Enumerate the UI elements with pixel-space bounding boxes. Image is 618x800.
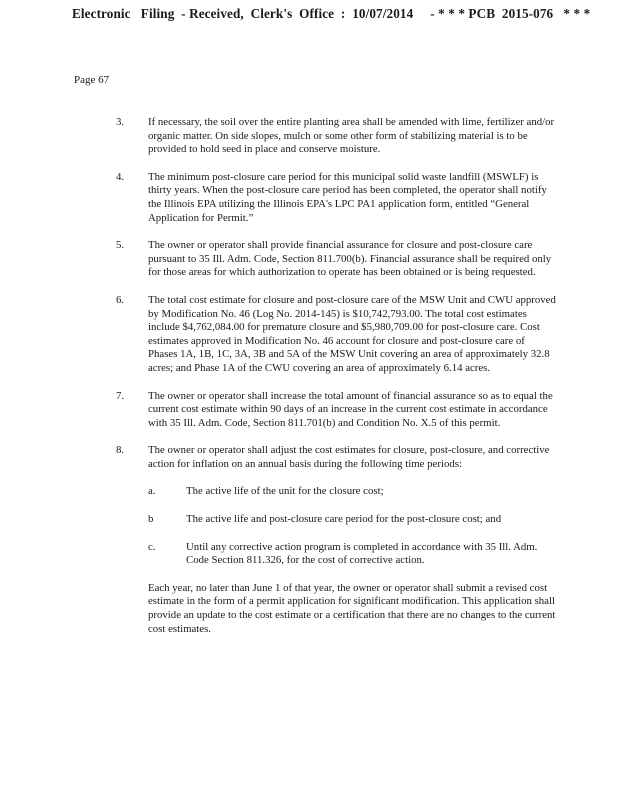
condition-item-8 xyxy=(116,444,556,471)
sub-item-c xyxy=(116,541,556,568)
sub-item-letter: c. xyxy=(148,540,156,553)
item-text: The owner or operator shall provide financial assurance for closure and post-closure care pursuant to 35 Ill. Adm. Code, Section 811.700(b). Financial assurance shall be required only for those areas for which authorization to operate has been obtained or is being requested. xyxy=(148,239,552,279)
sub-item-text: The active life and post-closure care period for the post-closure cost; and xyxy=(186,513,502,526)
condition-item-5 xyxy=(116,239,556,280)
filing-stamp-header: Electronic Filing - Received, Clerk's Office : 10/07/2014 - * * * PCB 2015-076 * * * xyxy=(72,6,591,21)
item-text: If necessary, the soil over the entire planting area shall be amended with lime, fertilizer and/or organic matter. On side slopes, mulch or some other form of stabilizing material is to be provided to hold seed in place and conserve moisture. xyxy=(148,116,555,156)
item-number: 4. xyxy=(116,170,125,183)
item-text: The owner or operator shall increase the total amount of financial assurance so as to equal the current cost estimate within 90 days of an increase in the current cost estimate in accordance with 35 Ill. Adm. Code, Section 811.701(b) and Condition No. X.5 of this permit. xyxy=(148,389,553,429)
sub-item-text: The active life of the unit for the closure cost; xyxy=(186,485,384,498)
item-text: The owner or operator shall adjust the cost estimates for closure, post-closure, and corrective action for inflation on an annual basis during the following time periods: xyxy=(148,444,550,470)
item-number: 6. xyxy=(116,293,125,306)
item-number: 5. xyxy=(116,239,125,252)
item-text: The total cost estimate for closure and post-closure care of the MSW Unit and CWU approved by Modification No. 46 (Log No. 2014-145) is $10,742,793.00. The total cost estimates include $4,762,084.00 for premature closure and $5,980,709.00 for post-closure care. Cost estimates approved in Modification No. 46 account for closure and post-closure care of Phases 1A, 1B, 1C, 3A, 3B and 5A of the MSW Unit covering an area of approximately 32.8 acres; and Phase 1A of the CWU covering an area of approximately 6.14 acres. xyxy=(148,293,556,374)
condition-item-7 xyxy=(116,390,556,431)
sub-item-b xyxy=(116,513,556,527)
condition-item-4 xyxy=(116,171,556,225)
sub-item-text: Until any corrective action program is completed in accordance with 35 Ill. Adm. Code Section 811.326, for the cost of corrective action. xyxy=(186,540,538,567)
item-text: The minimum post-closure care period for this municipal solid waste landfill (MSWLF) is thirty years. When the post-closure care period has been completed, the operator shall notify the Illinois EPA utilizing the Illinois EPA's LPC PA1 application form, entitled “General Application for Permit.” xyxy=(148,170,547,224)
item-number: 3. xyxy=(116,116,125,128)
document-body xyxy=(116,116,556,636)
condition-item-3 xyxy=(116,116,556,157)
item-number: 8. xyxy=(116,444,125,457)
condition-item-6 xyxy=(116,294,556,376)
sub-item-letter: b xyxy=(148,513,154,526)
item-number: 7. xyxy=(116,389,125,402)
sub-item-a xyxy=(116,485,556,499)
page-number: Page 67 xyxy=(74,74,110,86)
closing-paragraph: Each year, no later than June 1 of that year, the owner or operator shall submit a revised cost estimate in the form of a permit application for significant modification. This application shall provide an update to the cost estimate or a certification that there are no changes to the current cost estimates. xyxy=(148,581,556,635)
sub-item-letter: a. xyxy=(148,485,156,498)
